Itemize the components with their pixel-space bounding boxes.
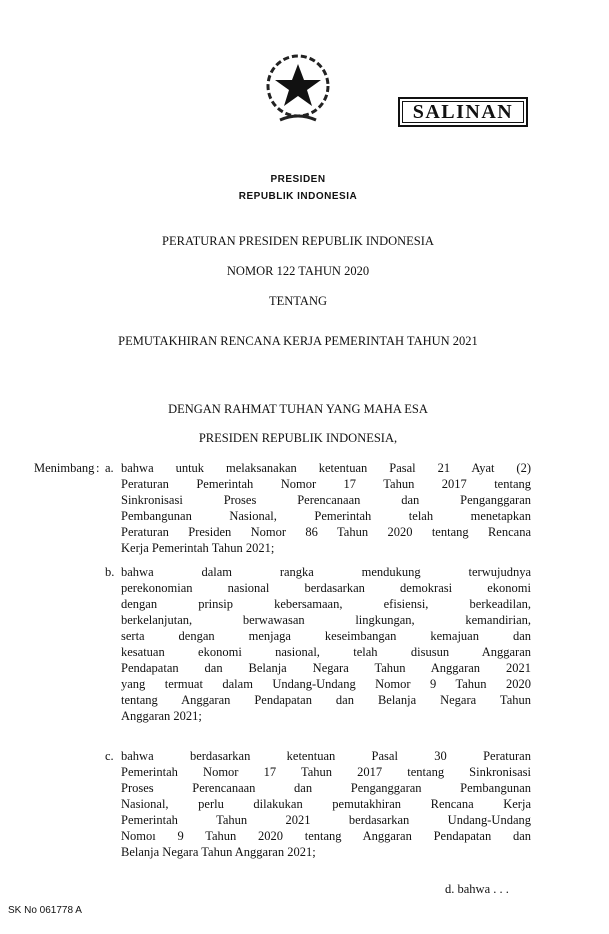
preamble-invocation: DENGAN RAHMAT TUHAN YANG MAHA ESA <box>168 402 428 416</box>
item-marker-b: b. <box>105 565 115 579</box>
item-marker-c: c. <box>105 749 114 763</box>
considering-item-a <box>121 460 531 556</box>
salinan-stamp: SALINAN <box>398 97 528 127</box>
text-line: Sinkronisasi Proses Perencanaan dan Penganggaran <box>121 493 531 507</box>
text-line: dengan prinsip kebersamaan, efisiensi, berkeadilan, <box>121 597 531 611</box>
text-line: berkelanjutan, berwawasan lingkungan, kemandirian, <box>121 613 531 627</box>
text-line: Nasional, perlu dilakukan pemutakhiran Rencana Kerja <box>121 797 531 811</box>
text-line: Anggaran 2021; <box>121 709 202 723</box>
text-line: serta dengan menjaga keseimbangan kemajuan dan <box>121 629 531 643</box>
text-line: kesatuan ekonomi nasional, telah disusun Anggaran <box>121 645 531 659</box>
tentang-heading: TENTANG <box>268 294 327 308</box>
text-line: Kerja Pemerintah Tahun 2021; <box>121 541 275 555</box>
text-line: Proses Perencanaan dan Penganggaran Pembangunan <box>121 781 531 795</box>
considering-item-c <box>121 748 531 860</box>
preamble-president: PRESIDEN REPUBLIK INDONESIA, <box>198 431 398 445</box>
regulation-title: PERATURAN PRESIDEN REPUBLIK INDONESIA <box>162 234 434 248</box>
item-marker-a: a. <box>105 461 114 475</box>
text-line: tentang Anggaran Pendapatan dan Belanja Negara Tahun <box>121 693 531 707</box>
text-line: perekonomian nasional berdasarkan demokrasi ekonomi <box>121 581 531 595</box>
text-line: Pendapatan dan Belanja Negara Tahun Anggaran 2021 <box>121 661 531 675</box>
document-serial-number: SK No 061778 A <box>8 905 82 916</box>
text-line: yang termuat dalam Undang-Undang Nomor 9 Tahun 2020 <box>121 677 531 691</box>
text-line: Nomoı 9 Tahun 2020 tentang Anggaran Pendapatan dan <box>121 829 531 843</box>
garuda-star-emblem-icon <box>252 42 344 134</box>
regulation-number: NOMOR 122 TAHUN 2020 <box>226 264 370 278</box>
emblem-caption-2: REPUBLIK INDONESIA <box>238 191 358 202</box>
text-line: bahwa untuk melaksanakan ketentuan Pasal 21 Ayat (2) <box>121 461 531 475</box>
text-line: Pembangunan Nasional, Pemerintah telah menetapkan <box>121 509 531 523</box>
text-line: bahwa berdasarkan ketentuan Pasal 30 Peraturan <box>121 749 531 763</box>
text-line: Peraturan Pemerintah Nomor 17 Tahun 2017 tentang <box>121 477 531 491</box>
text-line: Pemerintah Tahun 2021 berdasarkan Undang-Undang <box>121 813 531 827</box>
continuation-catchword: d. bahwa . . . <box>445 882 509 896</box>
menimbang-colon: : <box>96 461 100 475</box>
menimbang-label: Menimbang <box>34 461 95 475</box>
text-line: Belanja Negara Tahun Anggaran 2021; <box>121 845 316 859</box>
text-line: Peraturan Presiden Nomor 86 Tahun 2020 tentang Rencana <box>121 525 531 539</box>
text-line: bahwa dalam rangka mendukung terwujudnya <box>121 565 531 579</box>
considering-item-b <box>121 564 531 724</box>
emblem-caption-1: PRESIDEN <box>270 174 326 185</box>
regulation-subject: PEMUTAKHIRAN RENCANA KERJA PEMERINTAH TAHUN 2021 <box>118 334 478 348</box>
text-line: Pemerintah Nomor 17 Tahun 2017 tentang Sinkronisasi <box>121 765 531 779</box>
